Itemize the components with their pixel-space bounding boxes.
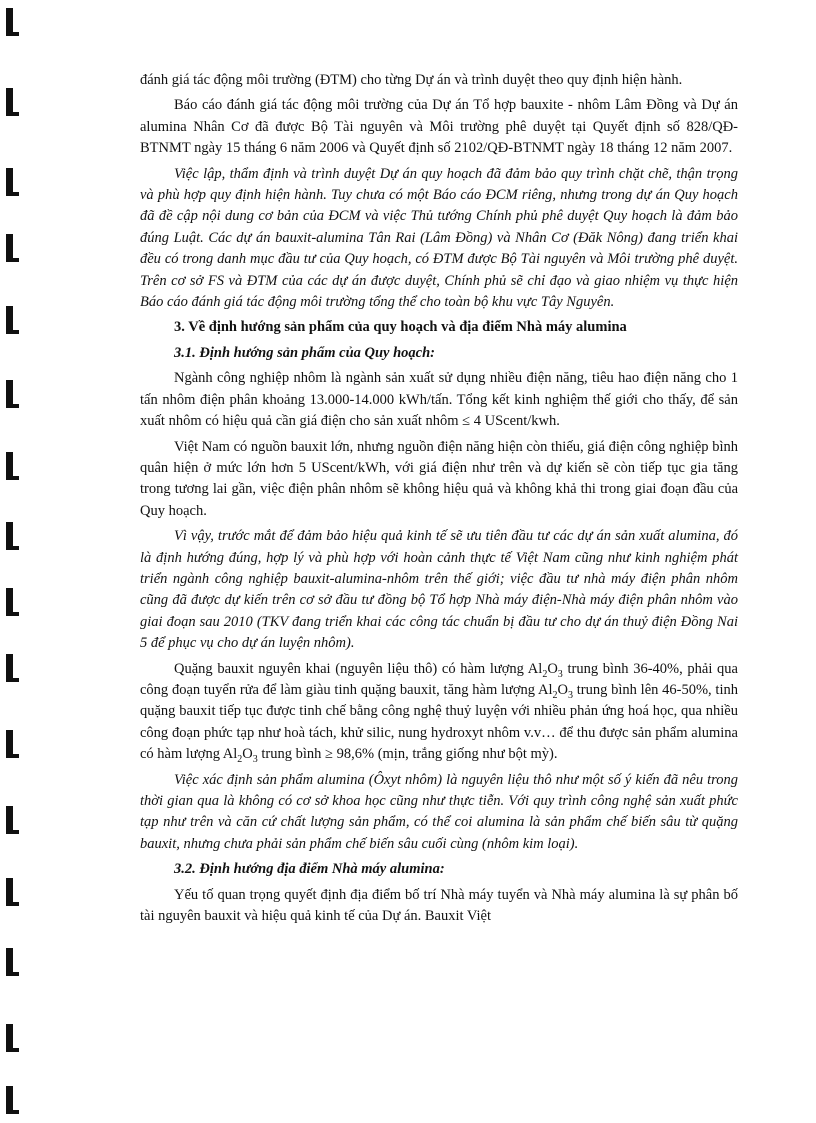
approval-paragraph: Báo cáo đánh giá tác động môi trường của Dự án Tổ hợp bauxite - nhôm Lâm Đồng và Dự án alumina Nhân Cơ đã được Bộ Tài nguyên và Môi trường phê duyệt tại Quyết định số 828/QĐ-BTNMT ngày 15 tháng 6 năm 2006 và Quyết định số 2102/QĐ-BTNMT ngày 18 tháng 12 năm 2007. [140,97,738,157]
ore-text: O [557,681,568,698]
subscript: 3 [557,668,563,680]
energy-paragraph: Ngành công nghiệp nhôm là ngành sản xuất sử dụng nhiều điện năng, tiêu hao điện năng cho 1 tấn nhôm điện phân khoảng 13.000-14.000 kWh/tấn. Tổng kết kinh nghiệm thế giới cho thấy, để sản xuất nhôm có hiệu quả cần giá điện cho sản xuất nhôm ≤ 4 UScent/kwh. [140,370,738,430]
alumina-paragraph: Việc xác định sản phẩm alumina (Ôxyt nhôm) là nguyên liệu thô như một số ý kiến đã nêu trong thời gian qua là không có cơ sở khoa học cũng như thực tiễn. Với quy trình công nghệ sản xuất phức tạp như trên và căn cứ chất lượng sản phẩm, có thể coi alumina là sản phẩm chế biến sâu từ quặng bauxit, nhưng chưa phải sản phẩm chế biến sâu cuối cùng (nhôm kim loại). [140,771,738,852]
ore-text: O [242,746,253,763]
priority-paragraph: Vì vậy, trước mắt để đảm bảo hiệu quả kinh tế sẽ ưu tiên đầu tư các dự án sản xuất alumina, đó là định hướng đúng, hợp lý và phù hợp với hoàn cảnh thực tế Việt Nam cũng như kinh nghiệm phát triển ngành công nghiệp bauxit-alumina-nhôm trên thế giới; việc đầu tư nhà máy điện phân nhôm cũng đã được dự kiến trên cơ sở đầu tư đồng bộ Tổ hợp Nhà máy điện-Nhà máy điện phân nhôm vào giai đoạn sau 2010 (TKV đang triển khai các công tác chuẩn bị đầu tư cho dự án thuỷ điện Đồng Nai 5 để phục vụ cho dự án luyện nhôm). [140,528,738,652]
ore-text: O [547,660,558,677]
binding-mark [6,654,13,682]
section-3-1-heading: 3.1. Định hướng sản phẩm của Quy hoạch: [174,344,436,361]
binding-holes [0,0,60,1123]
binding-mark [6,234,13,262]
location-paragraph: Yếu tố quan trọng quyết định địa điểm bố trí Nhà máy tuyển và Nhà máy alumina là sự phân bố tài nguyên bauxit và hiệu quả kinh tế của Dự án. Bauxit Việt [140,886,738,925]
section-3-heading: 3. Về định hướng sản phẩm của quy hoạch và địa điểm Nhà máy alumina [174,319,627,336]
vietnam-paragraph: Việt Nam có nguồn bauxit lớn, nhưng nguồn điện năng hiện còn thiếu, giá điện công nghiệp bình quân hiện ở mức lớn hơn 5 UScent/kWh, với giá điện như trên và dự kiến sẽ còn tiếp tục gia tăng trong tương lai gần, việc điện phân nhôm sẽ không hiệu quả và không khả thi trong giai đoạn đầu của Quy hoạch. [140,438,738,519]
subscript: 3 [252,754,258,766]
binding-mark [6,806,13,834]
ore-text: Quặng bauxit nguyên khai (nguyên liệu thô) có hàm lượng Al [174,660,543,677]
continuation-paragraph: đánh giá tác động môi trường (ĐTM) cho từng Dự án và trình duyệt theo quy định hiện hành. [140,72,683,88]
subscript: 2 [542,668,548,680]
binding-mark [6,380,13,408]
binding-mark [6,878,13,906]
ore-paragraph [140,659,738,766]
binding-mark [6,8,13,36]
subscript: 3 [568,689,573,701]
binding-mark [6,452,13,480]
subscript: 2 [237,754,243,766]
binding-mark [6,168,13,196]
ore-text: trung bình ≥ 98,6% (mịn, trắng giống như bột mỳ). [257,746,558,763]
binding-mark [6,1086,13,1114]
document-page [140,70,738,931]
binding-mark [6,1024,13,1052]
binding-mark [6,522,13,550]
subscript: 2 [552,689,558,701]
binding-mark [6,730,13,758]
ore-text: trung bình 36-40%, phải qua công đoạn tuyển rửa để làm giàu tinh quặng bauxit, tăng hàm lượng Al [140,660,738,698]
section-3-2-heading: 3.2. Định hướng địa điểm Nhà máy alumina: [174,861,445,878]
binding-mark [6,306,13,334]
binding-mark [6,88,13,116]
ore-text: trung bình lên 46-50%, tinh quặng bauxit tiếp tục được tinh chế bằng công nghệ thuỷ luyện với nhiều phản ứng hoá học, qua nhiều công đoạn phức tạp như hoà tách, khử silic, nung hydroxyt nhôm v.v… để thu được sản phẩm alumina có hàm lượng Al [140,681,738,763]
planning-paragraph: Việc lập, thẩm định và trình duyệt Dự án quy hoạch đã đảm bảo quy trình chặt chẽ, thận trọng và phù hợp quy định hiện hành. Tuy chưa có một Báo cáo ĐCM riêng, nhưng trong dự án Quy hoạch đã đề cập nội dung cơ bản của ĐCM và việc Thủ tướng Chính phủ phê duyệt Quy hoạch là đảm bảo đúng Luật. Các dự án bauxit-alumina Tân Rai (Lâm Đồng) và Nhân Cơ (Đăk Nông) đang triển khai đều có trong danh mục đầu tư của Quy hoạch, có ĐTM được Bộ Tài nguyên và Môi trường phê duyệt. Trên cơ sở FS và ĐTM của các dự án được duyệt, Chính phủ sẽ chỉ đạo và giao nhiệm vụ thực hiện Báo cáo đánh giá tác động môi trường tổng thể cho toàn bộ khu vực Tây Nguyên. [140,165,738,311]
binding-mark [6,588,13,616]
binding-mark [6,948,13,976]
